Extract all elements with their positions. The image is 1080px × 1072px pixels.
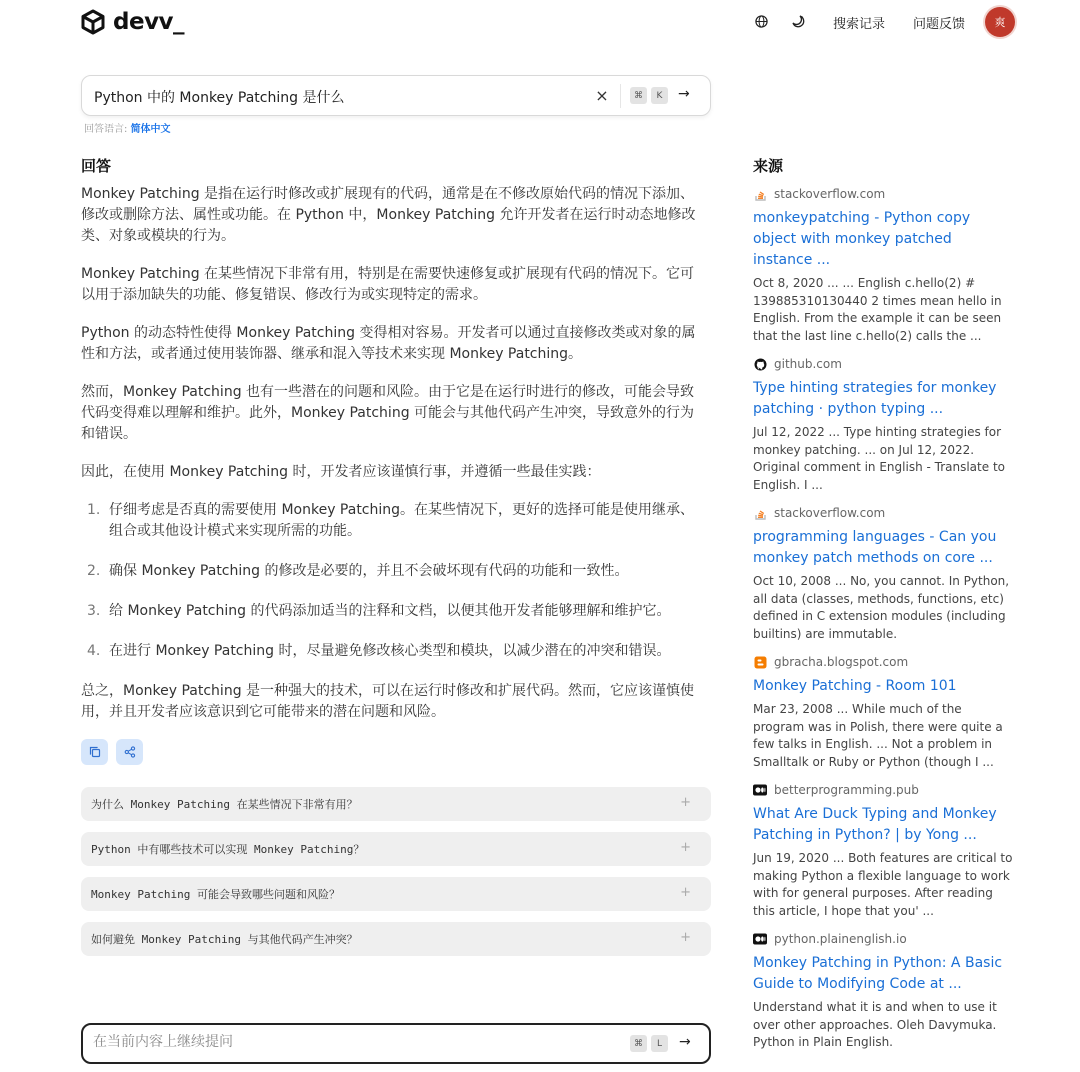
top-bar bbox=[0, 0, 1080, 46]
source-domain-text: gbracha.blogspot.com bbox=[774, 655, 909, 669]
search-history-link[interactable]: 搜索记录 bbox=[833, 17, 886, 32]
search-box[interactable] bbox=[81, 75, 711, 116]
feedback-link[interactable]: 问题反馈 bbox=[913, 17, 966, 32]
list-item bbox=[81, 641, 706, 662]
sources-heading: 来源 bbox=[753, 157, 784, 175]
answer-language-value[interactable]: 简体中文 bbox=[130, 124, 171, 135]
source-item bbox=[753, 931, 1015, 1052]
followup-box[interactable] bbox=[81, 1023, 711, 1064]
globe-icon[interactable] bbox=[753, 13, 769, 29]
answer-language-label: 回答语言: bbox=[84, 124, 131, 135]
source-domain-text: github.com bbox=[774, 357, 842, 371]
divider bbox=[620, 84, 621, 108]
source-snippet: Jun 19, 2020 ... Both features are critical to making Python a flexible language to work with for general purposes. After reading this article, I hope that you' ... bbox=[753, 851, 1013, 918]
related-question[interactable] bbox=[81, 877, 711, 911]
source-snippet: Mar 23, 2008 ... While much of the program was in Polish, there were quite a few talks in English. ... Not a problem in Smalltalk or Ruby or Python (though I ... bbox=[753, 702, 1003, 769]
list-number: 3. bbox=[87, 603, 101, 619]
related-question[interactable] bbox=[81, 922, 711, 956]
list-item bbox=[81, 601, 706, 622]
source-domain bbox=[753, 186, 1015, 202]
copy-icon[interactable] bbox=[81, 739, 108, 765]
list-item-text: 给 Monkey Patching 的代码添加适当的注释和文档，以便其他开发者能够理解和维护它。 bbox=[109, 603, 671, 619]
answer-conclusion: 总之，Monkey Patching 是一种强大的技术，可以在运行时修改和扩展代码。然而，它应该谨慎使用，并且开发者应该意识到它可能带来的潜在问题和风险。 bbox=[81, 683, 695, 720]
best-practices-list bbox=[81, 500, 706, 662]
list-item-text: 仔细考虑是否真的需要使用 Monkey Patching。在某些情况下，更好的选择可能是使用继承、组合或其他设计模式来实现所需的功能。 bbox=[109, 502, 695, 539]
source-item bbox=[753, 186, 1015, 345]
logo-text: devv_ bbox=[113, 9, 185, 35]
cube-logo-icon bbox=[80, 9, 106, 35]
source-title-link[interactable]: programming languages - Can you monkey patch methods on core ... bbox=[753, 529, 997, 566]
source-domain bbox=[753, 931, 1015, 947]
related-question[interactable] bbox=[81, 832, 711, 866]
source-item bbox=[753, 782, 1015, 920]
answer-language bbox=[84, 120, 171, 135]
source-snippet: Oct 10, 2008 ... No, you cannot. In Python, all data (classes, methods, functions, etc) defined in C extension modules (including builtins) are immutable. bbox=[753, 574, 1010, 641]
source-item bbox=[753, 505, 1015, 643]
list-item bbox=[81, 561, 706, 582]
related-question-text: Python 中有哪些技术可以实现 Monkey Patching？ bbox=[91, 843, 365, 856]
source-item bbox=[753, 356, 1015, 494]
clear-icon[interactable]: × bbox=[595, 86, 609, 105]
source-snippet: Understand what it is and when to use it over other approaches. Oleh Davymuka. Python in Plain English. bbox=[753, 1000, 997, 1049]
followup-input[interactable] bbox=[93, 1034, 613, 1050]
related-question-text: 如何避免 Monkey Patching 与其他代码产生冲突？ bbox=[91, 933, 358, 946]
source-title-link[interactable]: monkeypatching - Python copy object with monkey patched instance ... bbox=[753, 210, 971, 268]
related-question[interactable] bbox=[81, 787, 711, 821]
search-query[interactable]: Python 中的 Monkey Patching 是什么 bbox=[94, 90, 345, 106]
answer-paragraph: Monkey Patching 在某些情况下非常有用，特别是在需要快速修复或扩展现有代码的情况下。它可以用于添加缺失的功能、修复错误、修改行为或实现特定的需求。 bbox=[81, 266, 695, 303]
answer-section bbox=[81, 155, 706, 740]
list-number: 1. bbox=[87, 502, 101, 518]
source-domain-text: python.plainenglish.io bbox=[774, 932, 907, 946]
cmd-key-icon: ⌘ bbox=[630, 87, 647, 104]
source-domain bbox=[753, 356, 1015, 372]
k-key-badge: K bbox=[651, 87, 668, 104]
plus-icon[interactable]: + bbox=[680, 930, 691, 945]
list-item bbox=[81, 500, 706, 542]
source-domain bbox=[753, 505, 1015, 521]
blogger-icon bbox=[753, 655, 767, 669]
source-snippet: Oct 8, 2020 ... ... English c.hello(2) # 139885310130440 2 times mean hello in English. From the example it can be seen that the last line c.hello(2) calls the ... bbox=[753, 276, 1002, 343]
plus-icon[interactable]: + bbox=[680, 795, 691, 810]
plus-icon[interactable]: + bbox=[680, 840, 691, 855]
list-number: 2. bbox=[87, 563, 101, 579]
answer-paragraph: 因此，在使用 Monkey Patching 时，开发者应该谨慎行事，并遵循一些最佳实践： bbox=[81, 464, 601, 480]
plus-icon[interactable]: + bbox=[680, 885, 691, 900]
sources-panel bbox=[753, 155, 1015, 1063]
answer-actions bbox=[81, 739, 143, 765]
source-title-link[interactable]: What Are Duck Typing and Monkey Patching in Python? | by Yong ... bbox=[753, 806, 997, 843]
answer-heading: 回答 bbox=[81, 157, 112, 175]
source-title-link[interactable]: Monkey Patching in Python: A Basic Guide to Modifying Code at ... bbox=[753, 955, 1003, 992]
share-icon[interactable] bbox=[116, 739, 143, 765]
avatar[interactable]: 爽 bbox=[985, 7, 1015, 37]
answer-paragraph: Monkey Patching 是指在运行时修改或扩展现有的代码，通常是在不修改原始代码的情况下添加、修改或删除方法、属性或功能。在 Python 中，Monkey Patching 允许开发者在运行时动态地修改类、对象或模块的行为。 bbox=[81, 186, 696, 244]
medium-icon bbox=[753, 932, 767, 946]
list-number: 4. bbox=[87, 643, 101, 659]
list-item-text: 在进行 Monkey Patching 时，尽量避免修改核心类型和模块，以减少潜在的冲突和错误。 bbox=[109, 643, 671, 659]
list-item-text: 确保 Monkey Patching 的修改是必要的，并且不会破坏现有代码的功能和一致性。 bbox=[109, 563, 629, 579]
source-item bbox=[753, 654, 1015, 771]
arrow-right-icon[interactable]: → bbox=[678, 86, 690, 102]
github-icon bbox=[753, 357, 767, 371]
source-domain-text: betterprogramming.pub bbox=[774, 783, 919, 797]
related-question-text: 为什么 Monkey Patching 在某些情况下非常有用？ bbox=[91, 798, 358, 811]
source-title-link[interactable]: Monkey Patching - Room 101 bbox=[753, 678, 957, 694]
source-domain bbox=[753, 782, 1015, 798]
related-question-text: Monkey Patching 可能会导致哪些问题和风险？ bbox=[91, 888, 340, 901]
cmd-key-icon: ⌘ bbox=[630, 1035, 647, 1052]
source-domain-text: stackoverflow.com bbox=[774, 187, 886, 201]
related-questions bbox=[81, 787, 711, 967]
source-snippet: Jul 12, 2022 ... Type hinting strategies for monkey patching. ... on Jul 12, 2022. Original comment in English - Translate to English. I ... bbox=[753, 425, 1005, 492]
source-domain-text: stackoverflow.com bbox=[774, 506, 886, 520]
stackoverflow-icon bbox=[753, 187, 767, 201]
source-domain bbox=[753, 654, 1015, 670]
logo[interactable] bbox=[80, 9, 184, 35]
answer-paragraph: Python 的动态特性使得 Monkey Patching 变得相对容易。开发者可以通过直接修改类或对象的属性和方法，或者通过使用装饰器、继承和混入等技术来实现 Monkey Patching。 bbox=[81, 325, 696, 362]
stackoverflow-icon bbox=[753, 506, 767, 520]
source-title-link[interactable]: Type hinting strategies for monkey patching · python typing ... bbox=[753, 380, 997, 417]
moon-icon[interactable] bbox=[790, 13, 806, 29]
medium-icon bbox=[753, 783, 767, 797]
arrow-right-icon[interactable]: → bbox=[679, 1034, 691, 1050]
answer-paragraph: 然而，Monkey Patching 也有一些潜在的问题和风险。由于它是在运行时进行的修改，可能会导致代码变得难以理解和维护。此外，Monkey Patching 可能会与其他代码产生冲突，导致意外的行为和错误。 bbox=[81, 384, 695, 442]
l-key-badge: L bbox=[651, 1035, 668, 1052]
